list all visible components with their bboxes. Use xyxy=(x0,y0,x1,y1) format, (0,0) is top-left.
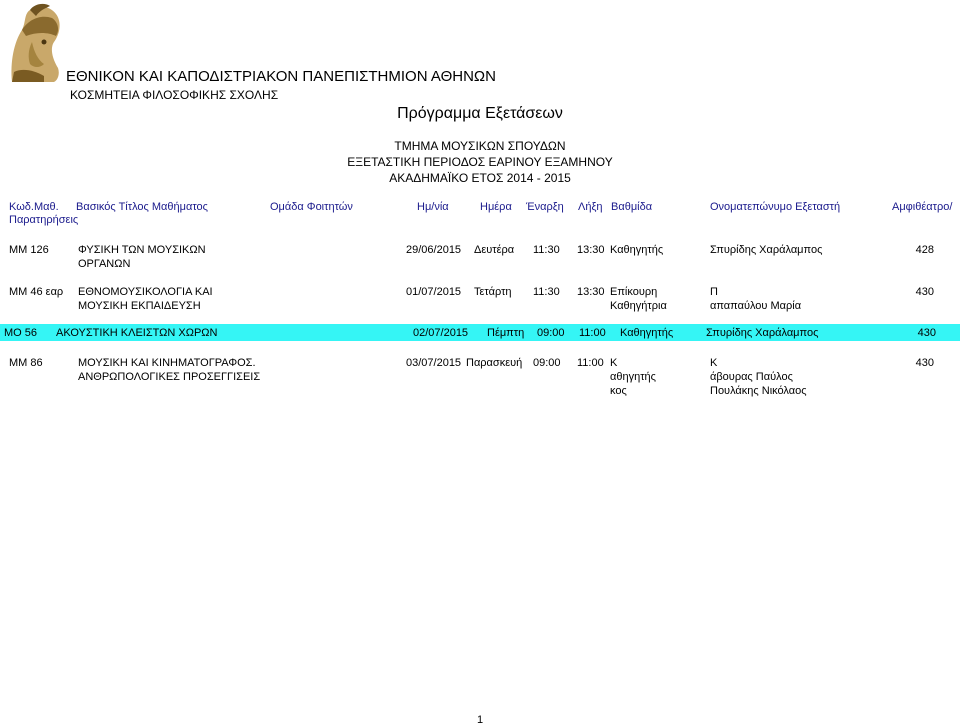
table-row-rank: Καθηγητής xyxy=(620,327,674,339)
col-header-date: Ημ/νία xyxy=(417,201,449,213)
table-row-end: 13:30 xyxy=(577,286,605,298)
table-row-date: 01/07/2015 xyxy=(406,286,462,298)
exam-period: ΕΞΕΤΑΣΤΙΚΗ ΠΕΡΙΟΔΟΣ ΕΑΡΙΝΟΥ ΕΞΑΜΗΝΟΥ xyxy=(347,155,613,169)
table-row-room: 428 xyxy=(915,244,934,256)
table-row-title-line: ΑΚΟΥΣΤΙΚΗ ΚΛΕΙΣΤΩΝ ΧΩΡΩΝ xyxy=(56,327,218,339)
table-row-date: 02/07/2015 xyxy=(413,327,469,339)
table-row-end: 11:00 xyxy=(579,327,606,339)
table-row-start: 09:00 xyxy=(537,327,565,339)
table-row-room: 430 xyxy=(915,286,934,298)
col-header-title: Βασικός Τίτλος Μαθήματος xyxy=(76,201,208,213)
col-header-examiner: Ονοματεπώνυμο Εξεταστή xyxy=(710,201,841,213)
university-name: ΕΘΝΙΚΟΝ ΚΑΙ ΚΑΠΟΔΙΣΤΡΙΑΚΟΝ ΠΑΝΕΠΙΣΤΗΜΙΟΝ ΑΘΗΝΩΝ xyxy=(66,68,496,85)
table-row-code: ΜΜ 86 xyxy=(9,357,43,369)
table-row-day: Τετάρτη xyxy=(474,286,512,298)
table-row-examiner: απαπαύλου Μαρία xyxy=(710,300,802,312)
table-row-room: 430 xyxy=(915,357,934,369)
table-row-examiner: άβουρας Παύλος xyxy=(710,371,793,383)
table-row-date: 03/07/2015 xyxy=(406,357,462,369)
col-header-start: Έναρξη xyxy=(526,201,564,213)
department-name: ΤΜΗΜΑ ΜΟΥΣΙΚΩΝ ΣΠΟΥΔΩΝ xyxy=(394,139,566,153)
table-row-rank: αθηγητής xyxy=(610,371,656,383)
col-header-code: Κωδ.Μαθ. xyxy=(9,201,59,213)
table-row-rank: κος xyxy=(610,385,627,397)
table-row-date: 29/06/2015 xyxy=(406,244,462,256)
col-header-rank: Βαθμίδα xyxy=(611,201,653,213)
col-header-room: Αμφιθέατρο/ xyxy=(892,201,953,213)
table-row-day: Πέμπτη xyxy=(487,327,525,339)
table-row-examiner: Σπυρίδης Χαράλαμπος xyxy=(710,244,823,256)
table-row-title-line: ΜΟΥΣΙΚΗ ΚΑΙ ΚΙΝΗΜΑΤΟΓΡΑΦΟΣ. xyxy=(78,357,256,369)
table-row-start: 09:00 xyxy=(533,357,561,369)
table-row-title-line: ΦΥΣΙΚΗ ΤΩΝ ΜΟΥΣΙΚΩΝ xyxy=(78,244,206,256)
athena-helmet-logo xyxy=(4,2,66,84)
page-title: Πρόγραμμα Εξετάσεων xyxy=(397,105,563,122)
table-row-examiner: Πουλάκης Νικόλαος xyxy=(710,385,807,397)
table-row-examiner: Π xyxy=(710,286,718,298)
col-header-group: Ομάδα Φοιτητών xyxy=(270,201,353,213)
table-row-day: Παρασκευή xyxy=(466,357,523,369)
table-row-examiner: Κ xyxy=(710,357,718,369)
table-row-title-line: ΟΡΓΑΝΩΝ xyxy=(78,258,131,270)
table-row-code: ΜΜ 126 xyxy=(9,244,49,256)
table-row-title-line: ΑΝΘΡΩΠΟΛΟΓΙΚΕΣ ΠΡΟΣΕΓΓΙΣΕΙΣ xyxy=(78,371,261,383)
table-row-examiner: Σπυρίδης Χαράλαμπος xyxy=(706,327,819,339)
table-row-rank: Κ xyxy=(610,357,618,369)
table-row-code: ΜΜ 46 εαρ xyxy=(9,286,64,298)
col-header-end: Λήξη xyxy=(578,201,603,213)
table-row-code: ΜΟ 56 xyxy=(4,327,38,339)
academic-year: ΑΚΑΔΗΜΑΪΚΟ ΕΤΟΣ 2014 - 2015 xyxy=(389,171,571,185)
col-header-notes: Παρατηρήσεις xyxy=(9,214,79,226)
table-row-end: 11:00 xyxy=(577,357,604,369)
table-row-rank: Καθηγήτρια xyxy=(610,300,667,312)
table-row-title-line: ΕΘΝΟΜΟΥΣΙΚΟΛΟΓΙΑ ΚΑΙ xyxy=(78,286,213,298)
table-row-end: 13:30 xyxy=(577,244,605,256)
table-row-rank: Επίκουρη xyxy=(610,286,658,298)
table-row-room: 430 xyxy=(917,327,936,339)
faculty-name: ΚΟΣΜΗΤΕΙΑ ΦΙΛΟΣΟΦΙΚΗΣ ΣΧΟΛΗΣ xyxy=(70,88,279,102)
table-row-start: 11:30 xyxy=(533,244,560,256)
table-row-title-line: ΜΟΥΣΙΚΗ ΕΚΠΑΙΔΕΥΣΗ xyxy=(78,300,201,312)
col-header-day: Ημέρα xyxy=(480,201,512,213)
table-row-rank: Καθηγητής xyxy=(610,244,664,256)
table-row-day: Δευτέρα xyxy=(474,244,515,256)
table-row-start: 11:30 xyxy=(533,286,560,298)
page-number: 1 xyxy=(476,714,484,726)
